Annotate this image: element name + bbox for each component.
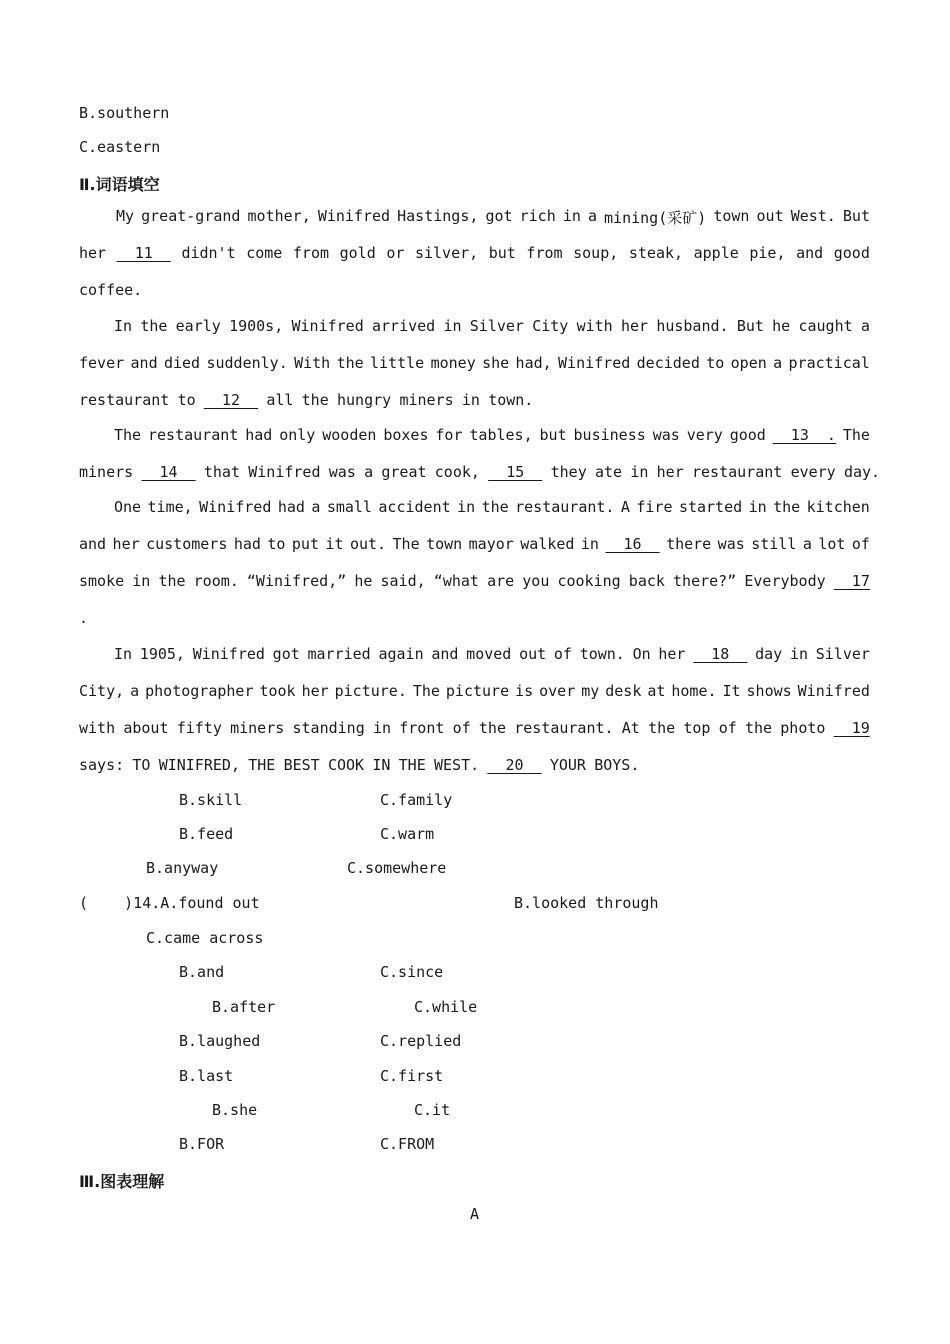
passage-word: the (773, 498, 801, 516)
passage-word: out (519, 645, 547, 663)
passage-word: very (686, 426, 723, 444)
passage-word: fire (636, 498, 673, 516)
passage-word: good (729, 426, 766, 444)
passage-word: married (307, 645, 371, 663)
passage-word: Everybody (744, 572, 826, 590)
answer-blank: 14 (141, 463, 196, 481)
passage-word: In (114, 317, 133, 335)
passage-word: hungry (337, 391, 392, 409)
passage-word: husband. (656, 317, 729, 335)
passage-word: apple (693, 244, 739, 262)
passage-paragraph-2 (79, 317, 870, 417)
q19-option-b: B.she (212, 1101, 258, 1119)
passage-word: My (116, 207, 135, 225)
answer-blank: 17 (833, 572, 870, 590)
answer-blank: 16 (605, 535, 660, 553)
passage-word: had (277, 498, 305, 516)
passage-word: tables, (469, 426, 533, 444)
passage-word: was (652, 426, 680, 444)
passage-word: suddenly. (206, 354, 288, 372)
passage-word: a (587, 207, 597, 225)
passage-word: put (291, 535, 319, 553)
answer-blank: 13 . (772, 426, 836, 444)
passage-word: a (130, 682, 140, 700)
passage-word: started (678, 498, 743, 516)
passage-word: But (736, 317, 764, 335)
passage-word: and (130, 354, 158, 372)
passage-word: But (842, 207, 870, 225)
passage-word: West. (790, 207, 836, 225)
passage-word: of (718, 719, 737, 737)
passage-word: miners (79, 463, 134, 481)
passage-word: cooking (557, 572, 621, 590)
passage-word: took (259, 682, 296, 700)
passage-word: got (485, 207, 513, 225)
passage-word: “Winifred,” (246, 572, 347, 590)
q20-option-c: C.FROM (380, 1135, 435, 1153)
passage-word: kitchen (806, 498, 870, 516)
passage-word: restaurant (79, 391, 170, 409)
q17-option-b: B.laughed (179, 1032, 261, 1050)
passage-word: had (245, 426, 273, 444)
passage-paragraph-4 (79, 498, 870, 638)
passage-word: still (751, 535, 797, 553)
passage-word: of (851, 535, 870, 553)
passage-word: the (648, 719, 676, 737)
passage-word: her (112, 535, 140, 553)
passage-word: coffee. (79, 281, 143, 299)
passage-word: front (399, 719, 445, 737)
q14-option-c: C.came across (146, 929, 264, 947)
passage-word: little (370, 354, 425, 372)
passage-word: City, (79, 682, 125, 700)
passage-word: the (478, 719, 506, 737)
passage-word: restaurant (692, 463, 783, 481)
passage-word: out (756, 207, 784, 225)
passage-word: of (553, 645, 572, 663)
passage-word: 1905, (139, 645, 185, 663)
passage-word: THE (248, 756, 276, 774)
passage-word: open (730, 354, 767, 372)
passage-line (79, 719, 870, 737)
passage-word: back (628, 572, 665, 590)
passage-word: a (802, 535, 812, 553)
answer-blank: 15 (488, 463, 543, 481)
q15-option-b: B.and (179, 963, 225, 981)
passage-word: said, (380, 572, 426, 590)
answer-blank: 18 (693, 645, 748, 663)
passage-line (114, 317, 870, 335)
passage-word: fifty (176, 719, 222, 737)
q18-option-b: B.last (179, 1067, 234, 1085)
passage-word: It (722, 682, 741, 700)
passage-word: One (114, 498, 142, 516)
passage-word: and (431, 645, 459, 663)
section-2-title: Ⅱ.词语填空 (79, 175, 160, 194)
option-b-southern: B.southern (79, 104, 170, 122)
passage-word: that (203, 463, 240, 481)
passage-word: day. (843, 463, 881, 481)
passage-word: decided (636, 354, 700, 372)
passage-word: room. (193, 572, 239, 590)
passage-word: YOUR (549, 756, 586, 774)
passage-word: Winifred (248, 463, 321, 481)
passage-word: smoke (79, 572, 125, 590)
q16-option-c: C.while (414, 998, 478, 1016)
passage-word: restaurant. (515, 498, 615, 516)
passage-word: but (539, 426, 567, 444)
passage-line (79, 244, 870, 262)
passage-word: Winifred (797, 682, 870, 700)
passage-word: and (79, 535, 107, 553)
passage-word: photo (780, 719, 826, 737)
passage-line (79, 682, 870, 700)
passage-word: to (267, 535, 286, 553)
passage-word: The (842, 426, 870, 444)
passage-word: miners (399, 391, 454, 409)
passage-word: in (630, 463, 649, 481)
passage-word: in (132, 572, 151, 590)
passage-word: she (482, 354, 510, 372)
passage-word: The (114, 426, 142, 444)
passage-word: TO (132, 756, 151, 774)
passage-word: boxes (383, 426, 429, 444)
passage-word: from (526, 244, 563, 262)
passage-word: town. (488, 391, 534, 409)
section-3-subtitle: A (470, 1205, 480, 1223)
passage-word: great (381, 463, 427, 481)
passage-word: Winifred (199, 498, 272, 516)
passage-word: On (632, 645, 651, 663)
passage-word: BEST (283, 756, 320, 774)
passage-word: had, (515, 354, 552, 372)
passage-word: he (354, 572, 373, 590)
passage-word: only (279, 426, 316, 444)
passage-word: shows (746, 682, 792, 700)
passage-word: good (833, 244, 870, 262)
passage-word: the (140, 317, 168, 335)
passage-line (79, 572, 870, 590)
passage-word: died (163, 354, 201, 372)
passage-word: in (748, 498, 767, 516)
passage-word: picture. (334, 682, 407, 700)
passage-word: mayor (468, 535, 514, 553)
passage-word: the (481, 498, 509, 516)
passage-word: town (426, 535, 463, 553)
passage-line (114, 645, 870, 663)
passage-word: in (461, 391, 480, 409)
passage-word: for (435, 426, 463, 444)
passage-word: in (562, 207, 581, 225)
passage-word: pie, (749, 244, 786, 262)
passage-word: rich (519, 207, 556, 225)
passage-word: from (292, 244, 330, 262)
passage-word: accident (378, 498, 451, 516)
passage-word: to (706, 354, 725, 372)
passage-word: Silver (815, 645, 870, 663)
passage-line (79, 609, 870, 627)
answer-blank: 20 (487, 756, 542, 774)
passage-word: WINIFRED, (158, 756, 240, 774)
passage-word: in (789, 645, 809, 663)
q19-option-c: C.it (414, 1101, 451, 1119)
passage-word: town. (579, 645, 625, 663)
passage-word: a (860, 317, 870, 335)
passage-word: restaurant (148, 426, 239, 444)
passage-word: town (713, 207, 750, 225)
passage-word: in (457, 498, 476, 516)
passage-word: the (158, 572, 186, 590)
passage-word: Silver (469, 317, 524, 335)
passage-word: steak, (628, 244, 684, 262)
passage-word: the (301, 391, 329, 409)
passage-paragraph-5 (79, 645, 870, 785)
passage-word: didn't (181, 244, 236, 262)
passage-word: In (114, 645, 133, 663)
passage-word: was (717, 535, 745, 553)
passage-word: every (790, 463, 836, 481)
passage-word: and (796, 244, 824, 262)
q13-option-b: B.anyway (146, 859, 219, 877)
passage-word: 1900s, (229, 317, 284, 335)
passage-word: practical (788, 354, 870, 372)
passage-word: her (620, 317, 649, 335)
passage-word: says: (79, 756, 125, 774)
passage-word: City (532, 317, 569, 335)
passage-paragraph-1 (79, 207, 870, 307)
passage-word: The (392, 535, 420, 553)
passage-line (116, 207, 870, 228)
q18-option-c: C.first (380, 1067, 444, 1085)
passage-word: her (658, 645, 686, 663)
passage-word: BOYS. (594, 756, 640, 774)
passage-word: WEST. (434, 756, 480, 774)
passage-word: come (246, 244, 283, 262)
passage-word: in (580, 535, 599, 553)
passage-word: my (581, 682, 600, 700)
passage-word: fever (79, 354, 125, 372)
passage-word: of (452, 719, 471, 737)
passage-word: restaurant. (514, 719, 614, 737)
passage-word: Winifred (317, 207, 391, 225)
passage-word: Hastings, (397, 207, 479, 225)
passage-word: again (378, 645, 424, 663)
passage-paragraph-3 (79, 426, 881, 486)
passage-word: over (539, 682, 576, 700)
passage-line (79, 535, 870, 553)
passage-word: A (620, 498, 630, 516)
passage-word: her (79, 244, 107, 262)
passage-word: silver, (414, 244, 479, 262)
answer-blank: 19 (833, 719, 870, 737)
passage-word: out. (349, 535, 387, 553)
passage-word: it (325, 535, 344, 553)
q20-option-b: B.FOR (179, 1135, 225, 1153)
passage-line (79, 354, 870, 372)
passage-line (79, 463, 881, 481)
passage-word: business (573, 426, 646, 444)
passage-word: Winifred (192, 645, 265, 663)
passage-word: small (326, 498, 372, 516)
passage-word: lot (818, 535, 846, 553)
q13-option-c: C.somewhere (347, 859, 447, 877)
passage-word: had (233, 535, 261, 553)
passage-word: desk (605, 682, 642, 700)
option-c-eastern: C.eastern (79, 138, 161, 156)
passage-word: arrived (372, 317, 436, 335)
passage-word: but (488, 244, 516, 262)
passage-word: ate (595, 463, 623, 481)
passage-word: customers (146, 535, 228, 553)
passage-word: top (683, 719, 711, 737)
answer-blank: 12 (203, 391, 259, 409)
passage-word: time, (147, 498, 193, 516)
passage-word: mother, (247, 207, 311, 225)
q16-option-b: B.after (212, 998, 276, 1016)
passage-word: all (266, 391, 294, 409)
passage-word: with (576, 317, 613, 335)
passage-word: IN (372, 756, 391, 774)
passage-word: a (773, 354, 783, 372)
passage-word: the (336, 354, 364, 372)
passage-word: . (79, 609, 89, 627)
passage-word: in (443, 317, 462, 335)
passage-word: COOK (327, 756, 365, 774)
passage-line (114, 498, 870, 516)
passage-word: got (272, 645, 300, 663)
passage-word: early (175, 317, 221, 335)
q12-option-c: C.warm (380, 825, 435, 843)
passage-line (79, 281, 870, 299)
passage-word: with (79, 719, 116, 737)
passage-word: money (430, 354, 476, 372)
passage-word: in (372, 719, 392, 737)
passage-line (79, 756, 870, 774)
q12-option-b: B.feed (179, 825, 234, 843)
passage-word: he (772, 317, 791, 335)
passage-line (114, 426, 870, 444)
passage-word: gold (339, 244, 376, 262)
passage-word: you (522, 572, 550, 590)
q11-option-c: C.family (380, 791, 453, 809)
passage-word: there?” (673, 572, 737, 590)
passage-word: at (647, 682, 666, 700)
passage-word: mining(采矿) (604, 209, 707, 227)
passage-word: walked (520, 535, 575, 553)
passage-word: With (294, 354, 331, 372)
passage-word: there (666, 535, 712, 553)
passage-word: are (487, 572, 515, 590)
passage-word: or (386, 244, 405, 262)
passage-line (79, 391, 870, 409)
passage-word: moved (466, 645, 512, 663)
passage-word: great-grand (141, 207, 241, 225)
passage-word: day (755, 645, 783, 663)
passage-word: home. (671, 682, 717, 700)
q15-option-c: C.since (380, 963, 444, 981)
answer-blank: 11 (116, 244, 171, 262)
passage-word: “what (433, 572, 479, 590)
passage-word: picture (445, 682, 510, 700)
passage-word: to (177, 391, 196, 409)
q14-question-a: ( )14.A.found out (79, 894, 260, 912)
passage-word: is (515, 682, 534, 700)
q17-option-c: C.replied (380, 1032, 462, 1050)
q14-option-b: B.looked through (514, 894, 659, 912)
passage-word: a (364, 463, 374, 481)
passage-word: soup, (573, 244, 619, 262)
passage-word: her (656, 463, 684, 481)
passage-word: The (412, 682, 440, 700)
passage-word: Winifred (291, 317, 364, 335)
passage-word: At (621, 719, 640, 737)
passage-word: THE (398, 756, 426, 774)
passage-word: her (301, 682, 329, 700)
passage-word: the (744, 719, 773, 737)
passage-word: photographer (145, 682, 254, 700)
passage-word: caught (798, 317, 853, 335)
passage-word: cook, (434, 463, 480, 481)
passage-word: a (311, 498, 321, 516)
section-3-title: Ⅲ.图表理解 (79, 1172, 165, 1191)
passage-word: Winifred (558, 354, 631, 372)
q11-option-b: B.skill (179, 791, 243, 809)
passage-word: standing (292, 719, 365, 737)
passage-word: was (328, 463, 356, 481)
passage-word: wooden (322, 426, 377, 444)
passage-word: they (550, 463, 587, 481)
passage-word: miners (230, 719, 285, 737)
passage-word: about (123, 719, 169, 737)
